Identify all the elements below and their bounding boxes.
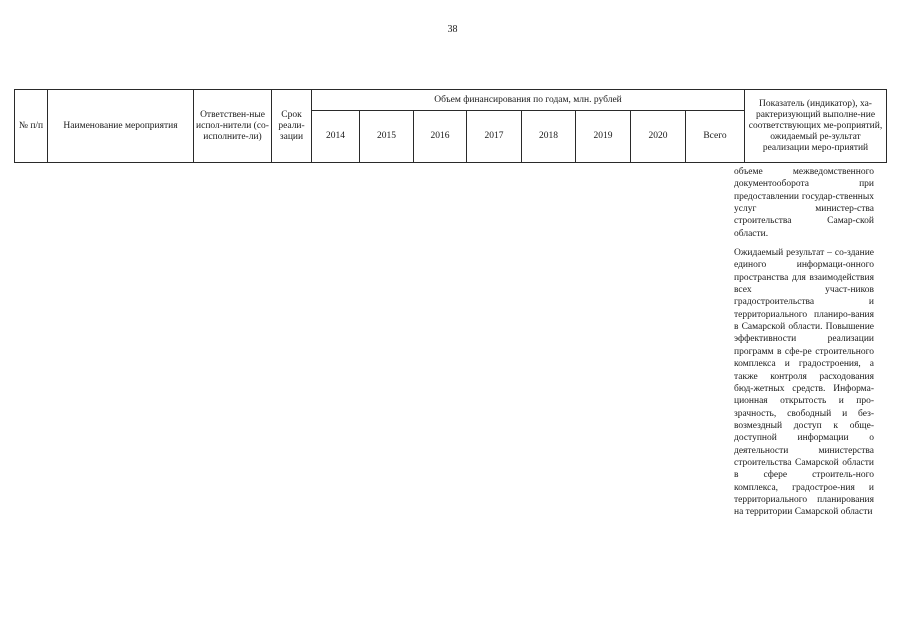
year-header-2014: 2014 bbox=[312, 111, 360, 163]
column-header-total: Всего bbox=[686, 111, 745, 163]
financing-table-header bbox=[14, 89, 887, 163]
column-header-funding: Объем финансирования по годам, млн. рублей bbox=[312, 90, 745, 111]
indicator-continuation-text bbox=[734, 166, 874, 519]
column-header-number: № п/п bbox=[15, 90, 48, 163]
year-header-2019: 2019 bbox=[576, 111, 631, 163]
year-header-2015: 2015 bbox=[360, 111, 414, 163]
continuation-paragraph-2: Ожидаемый результат – со-здание единого информаци-онного пространства для взаимодействия всех участ-ников градостроительства и территориального планиро-вания в Самарской области. Повышение эффективности реализации программ в сфе-ре строительного комплекса и градостроения, а также контроля расходования бюд-жетных средств. Информа-ционная открытость и про-зрачность, свободный и без-возмездный доступ к обще-доступной информации о деятельности министерства строительства Самарской области в сфере строитель-ного комплекса, градострое-ния и территориального планирования на территории Самарской области bbox=[734, 248, 874, 518]
page-number: 38 bbox=[447, 24, 458, 35]
year-header-2016: 2016 bbox=[414, 111, 467, 163]
column-header-name: Наименование мероприятия bbox=[48, 90, 194, 163]
year-header-2018: 2018 bbox=[522, 111, 576, 163]
column-header-term: Срок реали-зации bbox=[272, 90, 312, 163]
year-header-2017: 2017 bbox=[467, 111, 522, 163]
year-header-2020: 2020 bbox=[631, 111, 686, 163]
column-header-indicator: Показатель (индикатор), ха-рактеризующий выполне-ние соответствующих ме-роприятий, ожидаемый ре-зультат реализации меро-приятий bbox=[745, 90, 887, 163]
column-header-executors: Ответствен-ные испол-нители (со-исполните-ли) bbox=[194, 90, 272, 163]
continuation-paragraph-1: объеме межведомственного документооборота при предоставлении государ-ственных услуг министер-ства строительства Самар-ской области. bbox=[734, 167, 874, 239]
